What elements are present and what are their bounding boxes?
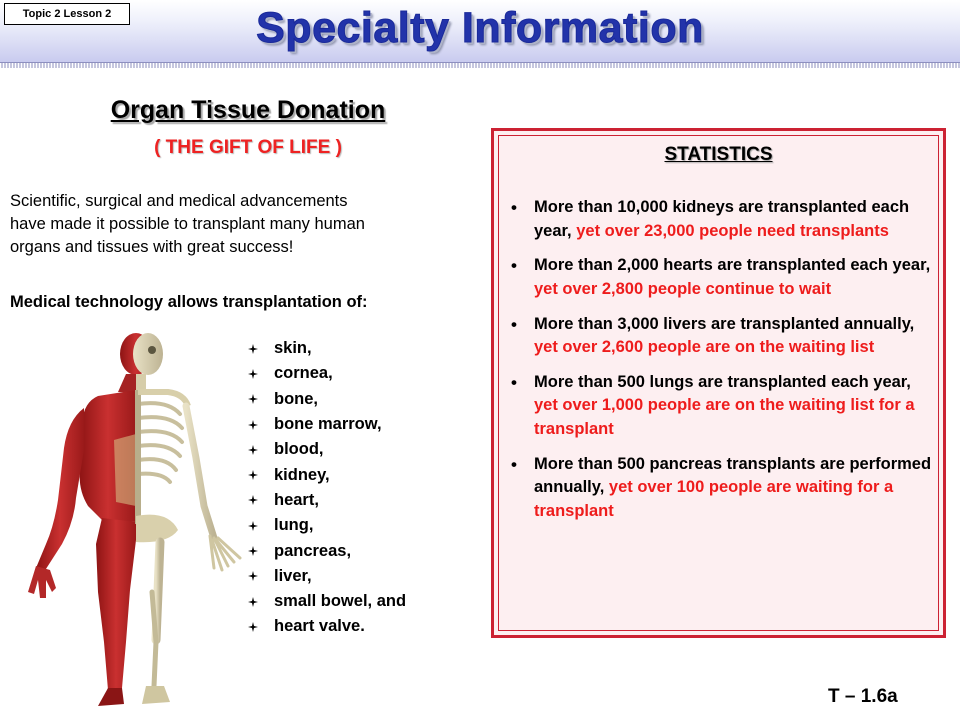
statistics-list <box>508 196 933 534</box>
diamond-bullet-icon <box>248 344 258 354</box>
list-item <box>248 361 478 386</box>
stat-text: More than 500 lungs are transplanted each year, <box>534 372 911 391</box>
diamond-bullet-icon <box>248 546 258 556</box>
list-item <box>508 313 933 360</box>
diamond-bullet-icon <box>248 420 258 430</box>
statistics-panel <box>491 128 946 638</box>
list-item <box>508 371 933 442</box>
intro-line: organs and tissues with great success! <box>10 238 294 256</box>
organ-label: pancreas, <box>274 541 352 560</box>
list-item <box>508 453 933 524</box>
organ-label: small bowel, and <box>274 592 407 611</box>
anatomy-figure-icon <box>18 330 254 710</box>
organ-label: liver, <box>274 566 312 585</box>
organ-label: lung, <box>274 516 314 535</box>
organ-label: heart, <box>274 490 319 509</box>
list-item <box>248 488 478 513</box>
list-item <box>248 437 478 462</box>
diamond-bullet-icon <box>248 394 258 404</box>
list-item <box>248 387 478 412</box>
diamond-bullet-icon <box>248 571 258 581</box>
list-item <box>248 614 478 639</box>
organ-label: bone marrow, <box>274 415 382 434</box>
diamond-bullet-icon <box>248 369 258 379</box>
organ-label: kidney, <box>274 465 330 484</box>
topic-tag: Topic 2 Lesson 2 <box>4 3 130 25</box>
organ-label: bone, <box>274 389 318 408</box>
organ-list <box>248 336 478 640</box>
stat-highlight: yet over 23,000 people need transplants <box>576 221 889 240</box>
list-item <box>248 564 478 589</box>
intro-paragraph <box>10 190 480 259</box>
section-title: Organ Tissue Donation <box>110 96 386 124</box>
bullet-icon: • <box>511 454 517 474</box>
stat-highlight: yet over 100 people are waiting for a transplant <box>534 478 894 520</box>
section-subtitle: ( THE GIFT OF LIFE ) <box>154 137 342 158</box>
diamond-bullet-icon <box>248 495 258 505</box>
slide-code: T – 1.6a <box>828 686 898 707</box>
list-item <box>248 412 478 437</box>
organ-label: cornea, <box>274 364 333 383</box>
stat-text: More than 2,000 hearts are transplanted each year, <box>534 256 931 275</box>
stat-highlight: yet over 2,600 people are on the waiting list <box>534 338 875 357</box>
list-item <box>248 538 478 563</box>
stat-text: More than 10,000 kidneys are transplanted each year, <box>534 198 910 240</box>
diamond-bullet-icon <box>248 521 258 531</box>
bullet-icon: • <box>511 198 517 217</box>
diamond-bullet-icon <box>248 470 258 480</box>
intro-line: Scientific, surgical and medical advancements <box>10 192 348 210</box>
organ-label: skin, <box>274 339 312 358</box>
list-item <box>508 254 933 301</box>
bullet-icon: • <box>511 314 517 334</box>
organ-label: blood, <box>274 440 324 459</box>
statistics-heading: STATISTICS <box>664 144 773 165</box>
list-item <box>248 462 478 487</box>
bullet-icon: • <box>511 372 517 392</box>
page-title: Specialty Information <box>256 4 704 52</box>
list-item <box>508 196 933 243</box>
bullet-icon: • <box>511 256 517 276</box>
diamond-bullet-icon <box>248 445 258 455</box>
intro-line: have made it possible to transplant many human <box>10 215 365 233</box>
stat-highlight: yet over 2,800 people continue to wait <box>534 279 832 298</box>
diamond-bullet-icon <box>248 622 258 632</box>
list-item <box>248 336 478 361</box>
diamond-bullet-icon <box>248 597 258 607</box>
list-item <box>248 513 478 538</box>
technology-heading: Medical technology allows transplantation of: <box>10 293 368 311</box>
header-divider <box>0 62 960 68</box>
stat-text: More than 500 pancreas transplants are performed annually, <box>534 454 932 497</box>
stat-text: More than 3,000 livers are transplanted annually, <box>534 314 915 333</box>
stat-highlight: yet over 1,000 people are on the waiting list for a transplant <box>534 396 915 438</box>
list-item <box>248 589 478 614</box>
organ-label: heart valve. <box>274 617 365 636</box>
